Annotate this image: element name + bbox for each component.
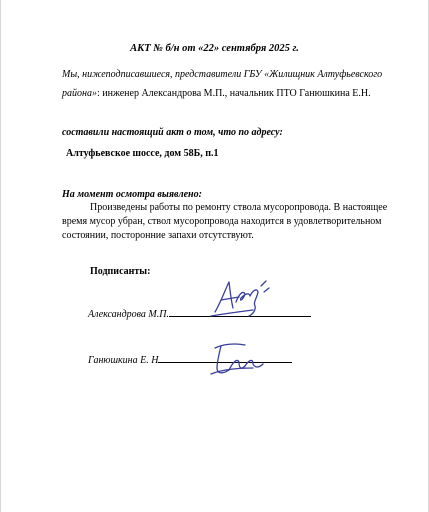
address: Алтуфьевское шоссе, дом 58Б, п.1: [66, 148, 219, 159]
inspection-heading: На момент осмотра выявлено:: [62, 189, 202, 200]
document-title: АКТ № б/н от «22» сентября 2025 г.: [130, 43, 299, 54]
signer-2-name: Ганюшкина Е. Н: [88, 355, 159, 366]
intro-line-2-org: района»: [62, 88, 97, 99]
intro-line-1: Мы, нижеподписавшиеся, представители ГБУ «Жилищник Алтуфьевского: [62, 69, 383, 80]
signer-1-name: Александрова М.П.: [88, 309, 169, 320]
signers-heading: Подписанты:: [90, 266, 151, 277]
signer-1-signature: [203, 272, 273, 320]
intro-line-2: [62, 88, 371, 99]
intro-line-2-people: : инженер Александрова М.П., начальник ПТО Ганюшкина Е.Н.: [96, 88, 371, 99]
page-edge-left: [0, 0, 1, 512]
signer-2-signature: [205, 338, 269, 378]
signer-1-row: [88, 306, 311, 320]
inspection-findings: Произведены работы по ремонту ствола мусоропровода. В настоящее время мусор убран, ствол мусоропровода находится в удовлетворительном состоянии, посторонние запахи отсутствуют.: [62, 202, 388, 241]
composed-statement: составили настоящий акт о том, что по адресу:: [62, 127, 283, 138]
